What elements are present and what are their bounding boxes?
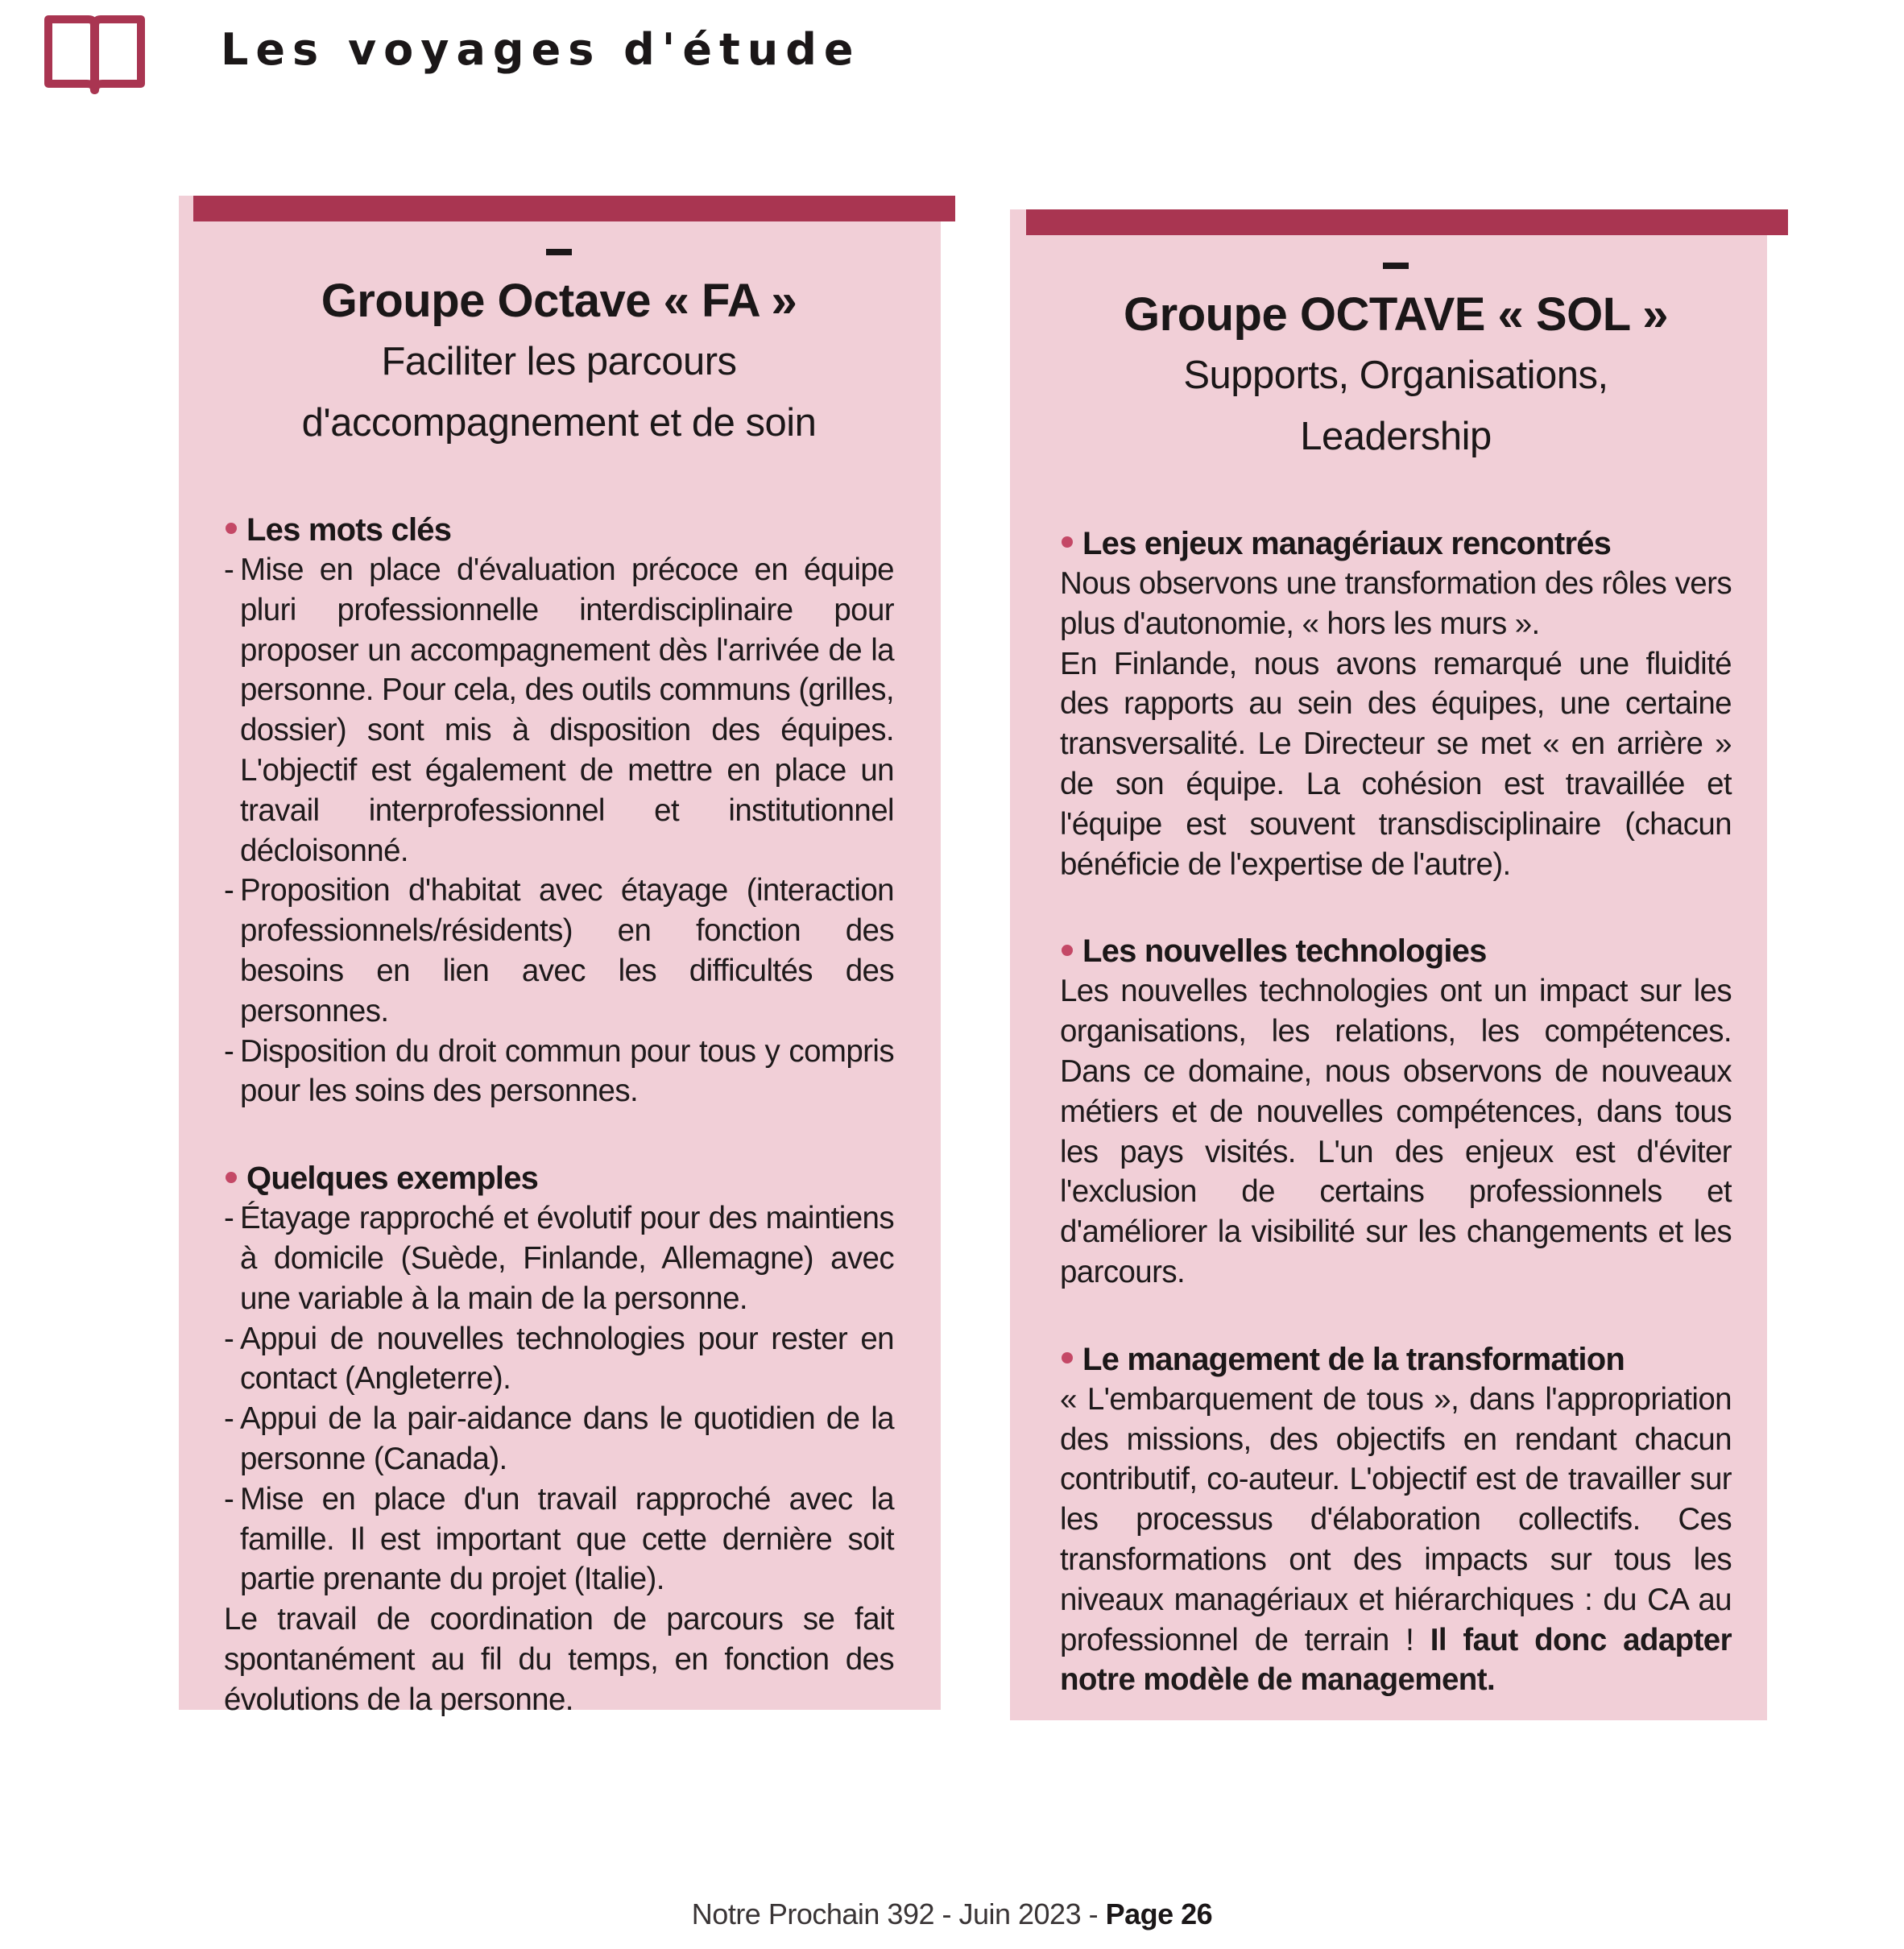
list-item: - Disposition du droit commun pour tous y compris pour les soins des personnes. [224, 1033, 894, 1109]
list-item-text: Mise en place d'un travail rapproché avec la famille. Il est important que cette dernière soit partie prenante du projet (Italie). [240, 1481, 894, 1597]
footer-text: Notre Prochain 392 - Juin 2023 - [691, 1897, 1099, 1930]
title-dash [546, 249, 572, 255]
card-octave-fa [179, 196, 941, 1717]
paragraph: Nous observons une transformation des rôles vers plus d'autonomie, « hors les murs ». [1060, 566, 1732, 641]
card-subtitle-line: Supports, Organisations, [1183, 354, 1608, 397]
section-heading-text: Les mots clés [246, 512, 452, 548]
card-subtitle-line: Faciliter les parcours [381, 340, 737, 383]
bullet-dot-icon [1062, 945, 1073, 956]
list-item: - Mise en place d'évaluation précoce en équipe pluri professionnelle interdisciplinaire pour proposer un accompagnement dès l'arrivée de la personne. Pour cela, des outils communs (grilles, dossier) sont mis à disposition des équipes. L'objectif est également de mettre en place un travail interprofessionnel et institutionnel décloisonné. [224, 552, 894, 868]
section-heading-text: Les enjeux managériaux rencontrés [1082, 526, 1612, 561]
bullet-dot-icon [226, 523, 237, 534]
section-heading [1060, 931, 1732, 971]
book-icon [40, 11, 149, 96]
section-management [1060, 1339, 1732, 1700]
section-heading [1060, 1339, 1732, 1380]
list-item: - Proposition d'habitat avec étayage (interaction professionnels/résidents) en fonction des besoins en lien avec les difficultés des personnes. [224, 873, 894, 1028]
section-heading [1060, 523, 1732, 564]
paragraph [1060, 1380, 1732, 1700]
card-subtitle-line: Leadership [1300, 415, 1492, 458]
list-item: - Appui de la pair-aidance dans le quotidien de la personne (Canada). [224, 1401, 894, 1476]
section-heading-text: Le management de la transformation [1082, 1341, 1625, 1377]
list-item-text: Appui de nouvelles technologies pour rester en contact (Angleterre). [240, 1321, 894, 1397]
section-heading [224, 510, 894, 550]
card-title: Groupe OCTAVE « SOL » [1124, 288, 1668, 341]
card-title: Groupe Octave « FA » [321, 275, 797, 327]
list-item-text: Disposition du droit commun pour tous y compris pour les soins des personnes. [240, 1033, 894, 1109]
section-heading-text: Les nouvelles technologies [1082, 933, 1487, 970]
closing-paragraph: Le travail de coordination de parcours se fait spontanément au fil du temps, en fonction des évolutions de la personne. [224, 1602, 894, 1717]
card-top-bar [193, 196, 955, 221]
card-subtitle [1060, 345, 1732, 467]
title-dash [1383, 263, 1409, 269]
list-item: - Appui de nouvelles technologies pour rester en contact (Angleterre). [224, 1321, 894, 1397]
card-subtitle [224, 331, 894, 453]
section-exemples [224, 1158, 894, 1719]
list-item: - Mise en place d'un travail rapproché avec la famille. Il est important que cette dernière soit partie prenante du projet (Italie). [224, 1481, 894, 1597]
paragraph-text: « L'embarquement de tous », dans l'appropriation des missions, des objectifs en rendant chacun contributif, co-auteur. L'objectif est de travailler sur les processus d'élaboration collectifs. Ces transformations ont des impacts sur tous les niveaux managériaux et hiérarchiques : du CA au professionnel de terrain ! [1060, 1381, 1732, 1657]
card-octave-sol [1010, 209, 1767, 1720]
list-item-text: Étayage rapproché et évolutif pour des maintiens à domicile (Suède, Finlande, Allemagne) avec une variable à la main de la personne. [240, 1201, 894, 1316]
bullet-dot-icon [1062, 1352, 1073, 1363]
card-subtitle-line: d'accompagnement et de soin [301, 401, 817, 445]
section-heading-text: Quelques exemples [246, 1161, 539, 1197]
list-item-text: Proposition d'habitat avec étayage (interaction professionnels/résidents) en fonction des besoins en lien avec les difficultés des personnes. [240, 873, 894, 1028]
paragraph: En Finlande, nous avons remarqué une fluidité des rapports au sein des équipes, une certaine transversalité. Le Directeur se met « en arrière » de son équipe. La cohésion est travaillée et l'équipe est souvent transdisciplinaire (chacun bénéficie de l'expertise de l'autre). [1060, 646, 1732, 882]
section-mots-cles [224, 510, 894, 1111]
section-heading [224, 1158, 894, 1198]
section-technologies [1060, 931, 1732, 1292]
page-header [40, 11, 1007, 100]
card-top-bar [1026, 209, 1788, 235]
footer-page-number: Page 26 [1105, 1897, 1213, 1930]
paragraph: Les nouvelles technologies ont un impact sur les organisations, les relations, les compétences. Dans ce domaine, nous observons de nouveaux métiers et de nouvelles compétences, dans tous les pays visités. L'un des enjeux est d'éviter l'exclusion de certains professionnels et d'améliorer la visibilité sur les changements et les parcours. [1060, 974, 1732, 1289]
section-enjeux [1060, 523, 1732, 884]
list-item-text: Mise en place d'évaluation précoce en équipe pluri professionnelle interdisciplinaire pour proposer un accompagnement dès l'arrivée de la personne. Pour cela, des outils communs (grilles, dossier) sont mis à disposition des équipes. L'objectif est également de mettre en place un travail interprofessionnel et institutionnel décloisonné. [240, 552, 894, 868]
paragraph-emphasis: Il faut donc adapter notre modèle de management. [1060, 1622, 1732, 1698]
bullet-dot-icon [1062, 536, 1073, 548]
list-item: - Étayage rapproché et évolutif pour des maintiens à domicile (Suède, Finlande, Allemagne) avec une variable à la main de la personne. [224, 1201, 894, 1316]
page-title: Les voyages d'étude [221, 24, 861, 75]
page-footer [0, 1897, 1904, 1931]
bullet-dot-icon [226, 1172, 237, 1183]
list-item-text: Appui de la pair-aidance dans le quotidien de la personne (Canada). [240, 1401, 894, 1476]
